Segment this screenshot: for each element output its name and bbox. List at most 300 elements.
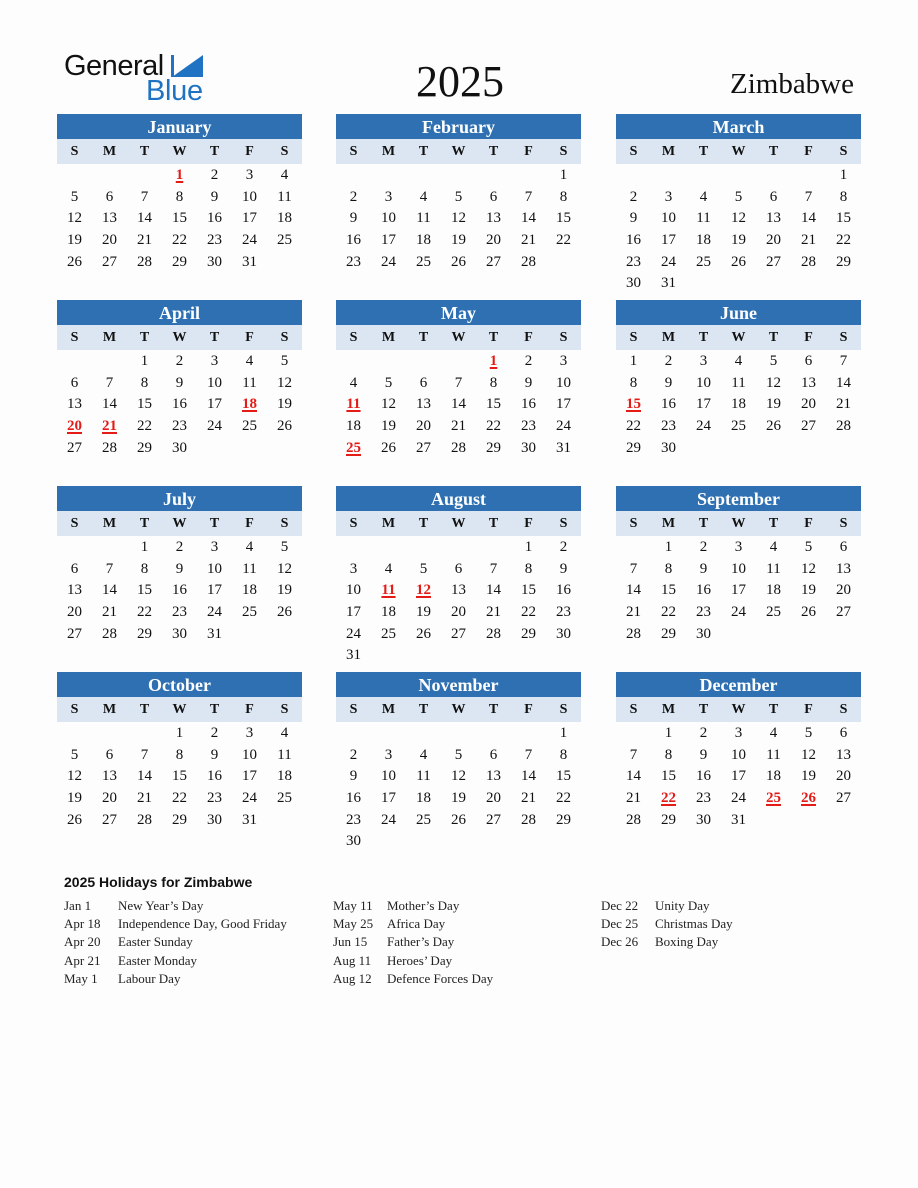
day-cell: 6 [105,746,114,763]
day-cell: 6 [489,188,498,205]
day-cell: 18 [766,582,781,599]
empty-cell [57,722,92,744]
day-cell: 20 [486,790,501,807]
weekday-label: S [839,330,848,345]
holiday-item [333,970,493,988]
weekday-label: W [451,516,466,531]
day-cell: 13 [416,396,431,413]
day-cell: 27 [102,253,117,270]
weekday-label: F [524,702,533,717]
day-cell: 1 [559,167,568,183]
day-cell: 23 [346,811,361,828]
day-cell: 5 [804,539,813,555]
day-cell: 5 [70,188,79,205]
empty-cell [92,722,127,744]
day-cell: 8 [839,188,848,205]
weekday-label: F [245,702,254,717]
day-cell: 28 [836,418,851,435]
day-cell: 19 [451,232,466,249]
weekday-label: T [768,330,779,345]
weekday-label: S [559,144,568,159]
day-cell: 23 [172,604,187,621]
day-cell: 24 [381,253,396,270]
country-title: Zimbabwe [729,68,854,100]
empty-cell [336,536,371,558]
holiday-day-cell: 12 [416,582,431,599]
day-cell: 9 [175,560,184,577]
day-cell: 30 [172,625,187,642]
day-cell: 7 [804,188,813,205]
weekday-label: T [209,144,220,159]
day-cell: 18 [696,232,711,249]
day-cell: 22 [556,232,571,249]
holiday-date: Dec 25 [601,916,639,932]
day-cell: 21 [486,604,501,621]
empty-cell [441,722,476,744]
day-cell: 29 [137,439,152,456]
day-cell: 23 [346,253,361,270]
day-cell: 15 [521,582,536,599]
day-cell: 21 [137,232,152,249]
day-cell: 31 [207,625,222,642]
holiday-item [64,897,287,915]
day-cell: 23 [626,253,641,270]
holiday-date: Apr 18 [64,916,101,932]
day-cell: 1 [524,539,533,555]
weekday-label: S [629,330,638,345]
day-cell: 20 [801,396,816,413]
day-cell: 25 [731,418,746,435]
holidays-column [601,897,733,952]
day-cell: 30 [346,833,361,850]
weekday-label: F [804,516,813,531]
day-cell: 2 [629,188,638,205]
day-cell: 5 [454,188,463,205]
day-cell: 13 [102,768,117,785]
day-cell: 27 [836,604,851,621]
day-cell: 11 [242,560,257,577]
weekday-label: T [768,144,779,159]
day-cell: 18 [277,768,292,785]
day-cell: 16 [521,396,536,413]
weekday-label: T [698,330,709,345]
day-cell: 23 [661,418,676,435]
day-cell: 14 [521,210,536,227]
day-cell: 14 [626,582,641,599]
day-cell: 22 [172,232,187,249]
day-cell: 2 [664,353,673,369]
day-cell: 14 [137,210,152,227]
day-grid [57,164,302,272]
day-cell: 15 [836,210,851,227]
day-cell: 10 [242,746,257,763]
day-cell: 5 [70,746,79,763]
day-cell: 24 [731,790,746,807]
day-cell: 4 [245,539,254,555]
day-cell: 19 [731,232,746,249]
day-cell: 10 [731,560,746,577]
day-cell: 30 [521,439,536,456]
day-cell: 8 [140,560,149,577]
day-cell: 4 [419,746,428,763]
holidays-column [64,897,287,988]
weekday-label: T [418,702,429,717]
weekday-label: S [280,330,289,345]
month-july [57,486,302,644]
day-cell: 22 [556,790,571,807]
day-cell: 31 [556,439,571,456]
day-cell: 10 [207,560,222,577]
day-cell: 3 [210,353,219,369]
holiday-date: May 1 [64,970,98,986]
weekday-label: M [661,702,676,717]
day-cell: 12 [381,396,396,413]
day-cell: 24 [731,604,746,621]
empty-cell [406,350,441,372]
day-cell: 1 [664,725,673,741]
day-cell: 18 [731,396,746,413]
day-cell: 17 [556,396,571,413]
weekday-label: M [381,144,396,159]
day-grid [336,536,581,666]
day-grid [616,536,861,644]
logo-text-blue: Blue [146,75,203,107]
weekday-label: T [139,144,150,159]
month-december [616,672,861,830]
empty-cell [616,536,651,558]
day-cell: 26 [801,604,816,621]
day-cell: 30 [661,439,676,456]
day-cell: 6 [70,560,79,577]
empty-cell [92,164,127,186]
weekday-label: S [559,330,568,345]
day-cell: 22 [661,604,676,621]
day-cell: 17 [731,582,746,599]
day-cell: 28 [521,811,536,828]
month-header: November [336,672,581,697]
day-cell: 28 [486,625,501,642]
holiday-day-cell: 1 [489,353,498,369]
weekday-label: S [559,702,568,717]
day-cell: 24 [696,418,711,435]
weekday-row [616,511,861,536]
day-cell: 22 [836,232,851,249]
month-march [616,114,861,294]
weekday-label: S [839,144,848,159]
day-cell: 13 [102,210,117,227]
weekday-label: T [209,330,220,345]
month-may [336,300,581,458]
month-header: March [616,114,861,139]
day-cell: 15 [137,396,152,413]
day-cell: 19 [766,396,781,413]
holiday-date: May 11 [333,898,373,913]
day-cell: 4 [769,725,778,741]
day-cell: 29 [661,625,676,642]
day-cell: 28 [521,253,536,270]
weekday-label: W [172,516,187,531]
weekday-label: T [209,702,220,717]
empty-cell [57,536,92,558]
weekday-row [616,697,861,722]
month-header: December [616,672,861,697]
weekday-row [616,325,861,350]
day-cell: 17 [346,604,361,621]
day-cell: 24 [346,625,361,642]
day-cell: 12 [766,374,781,391]
day-cell: 10 [381,768,396,785]
day-cell: 30 [626,275,641,292]
day-cell: 23 [556,604,571,621]
day-cell: 12 [801,560,816,577]
day-cell: 1 [140,539,149,555]
day-cell: 19 [801,582,816,599]
day-cell: 10 [696,374,711,391]
day-cell: 13 [486,768,501,785]
day-cell: 2 [210,725,219,741]
holiday-date: Aug 12 [333,970,372,986]
weekday-label: F [245,516,254,531]
day-cell: 29 [137,625,152,642]
day-cell: 17 [242,210,257,227]
holiday-day-cell: 18 [242,396,257,413]
weekday-label: M [381,702,396,717]
day-cell: 13 [766,210,781,227]
day-cell: 12 [801,746,816,763]
weekday-label: S [280,144,289,159]
day-cell: 4 [280,725,289,741]
day-cell: 24 [207,604,222,621]
weekday-label: S [349,702,358,717]
holiday-name: Easter Sunday [118,934,193,950]
day-cell: 16 [207,210,222,227]
day-cell: 19 [801,768,816,785]
weekday-label: S [629,702,638,717]
day-cell: 4 [734,353,743,369]
weekday-label: W [451,702,466,717]
empty-cell [616,722,651,744]
day-cell: 23 [207,790,222,807]
holiday-name: Easter Monday [118,952,198,968]
holiday-name: Mother’s Day [387,898,460,913]
empty-cell [476,536,511,558]
day-cell: 2 [699,725,708,741]
month-header: January [57,114,302,139]
day-cell: 17 [381,790,396,807]
day-cell: 18 [766,768,781,785]
day-cell: 19 [277,396,292,413]
day-cell: 1 [559,725,568,741]
day-cell: 29 [836,253,851,270]
month-june [616,300,861,458]
day-cell: 27 [486,253,501,270]
day-cell: 31 [731,811,746,828]
day-cell: 28 [102,625,117,642]
empty-cell [441,164,476,186]
day-cell: 18 [346,418,361,435]
day-cell: 16 [696,768,711,785]
holiday-date: Dec 26 [601,934,639,950]
day-cell: 11 [242,374,257,391]
weekday-label: F [804,330,813,345]
day-cell: 26 [381,439,396,456]
day-cell: 19 [451,790,466,807]
empty-cell [371,722,406,744]
holiday-item [601,933,733,951]
day-cell: 27 [486,811,501,828]
day-cell: 26 [67,253,82,270]
holiday-name: Unity Day [655,898,710,913]
weekday-label: S [349,330,358,345]
day-cell: 14 [102,582,117,599]
holiday-day-cell: 1 [175,167,184,183]
day-cell: 8 [664,560,673,577]
day-cell: 22 [521,604,536,621]
day-cell: 11 [696,210,711,227]
day-cell: 23 [172,418,187,435]
logo-text-general: General [64,50,164,82]
empty-cell [127,722,162,744]
holiday-name: Independence Day, Good Friday [118,916,287,932]
day-cell: 10 [381,210,396,227]
day-cell: 9 [524,374,533,391]
weekday-label: S [70,330,79,345]
day-cell: 12 [277,560,292,577]
day-cell: 17 [207,582,222,599]
weekday-label: S [629,516,638,531]
weekday-row [336,697,581,722]
day-cell: 13 [486,210,501,227]
day-cell: 21 [626,604,641,621]
day-cell: 4 [419,188,428,205]
day-grid [616,350,861,458]
day-cell: 9 [699,746,708,763]
day-cell: 11 [766,560,781,577]
day-cell: 11 [731,374,746,391]
day-cell: 24 [207,418,222,435]
empty-cell [336,164,371,186]
month-april [57,300,302,458]
holiday-date: Apr 21 [64,952,101,968]
empty-cell [406,536,441,558]
empty-cell [511,722,546,744]
weekday-label: S [280,516,289,531]
weekday-label: W [731,330,746,345]
weekday-label: S [559,516,568,531]
empty-cell [371,536,406,558]
day-cell: 27 [416,439,431,456]
day-cell: 26 [416,625,431,642]
day-cell: 2 [349,746,358,763]
day-cell: 25 [277,790,292,807]
day-cell: 8 [559,746,568,763]
weekday-label: T [488,330,499,345]
day-cell: 7 [629,746,638,763]
day-cell: 31 [661,275,676,292]
day-cell: 12 [731,210,746,227]
day-cell: 28 [801,253,816,270]
weekday-label: S [70,144,79,159]
day-cell: 8 [664,746,673,763]
weekday-label: S [349,516,358,531]
day-cell: 22 [486,418,501,435]
empty-cell [371,164,406,186]
day-cell: 18 [416,790,431,807]
day-cell: 18 [381,604,396,621]
holiday-item [601,897,733,915]
day-cell: 29 [556,811,571,828]
day-cell: 21 [521,232,536,249]
day-cell: 23 [696,604,711,621]
day-cell: 15 [556,768,571,785]
weekday-label: M [661,144,676,159]
empty-cell [92,536,127,558]
day-cell: 8 [524,560,533,577]
empty-cell [406,722,441,744]
day-cell: 4 [384,560,393,577]
day-cell: 27 [451,625,466,642]
day-cell: 3 [245,167,254,183]
day-cell: 16 [207,768,222,785]
day-cell: 31 [346,647,361,664]
weekday-label: M [381,516,396,531]
empty-cell [371,350,406,372]
day-cell: 22 [137,604,152,621]
holiday-item [333,915,493,933]
day-cell: 5 [734,188,743,205]
day-cell: 21 [102,604,117,621]
holiday-day-cell: 11 [381,582,396,599]
holiday-name: Father’s Day [387,934,455,950]
weekday-row [336,511,581,536]
weekday-label: F [804,144,813,159]
day-cell: 4 [349,374,358,391]
holiday-item [333,933,493,951]
day-cell: 8 [489,374,498,391]
day-cell: 11 [416,210,431,227]
day-cell: 25 [416,811,431,828]
day-cell: 2 [699,539,708,555]
day-cell: 15 [172,210,187,227]
day-cell: 4 [280,167,289,183]
day-cell: 28 [137,253,152,270]
day-cell: 23 [521,418,536,435]
day-cell: 18 [416,232,431,249]
day-cell: 6 [70,374,79,391]
day-cell: 7 [489,560,498,577]
empty-cell [406,164,441,186]
day-cell: 3 [245,725,254,741]
holiday-name: Defence Forces Day [387,970,494,986]
day-cell: 25 [242,418,257,435]
day-cell: 17 [661,232,676,249]
day-cell: 7 [105,374,114,391]
month-header: July [57,486,302,511]
day-cell: 6 [769,188,778,205]
day-cell: 3 [210,539,219,555]
day-cell: 20 [102,232,117,249]
day-cell: 6 [419,374,428,391]
day-cell: 5 [280,539,289,555]
day-cell: 13 [67,582,82,599]
weekday-label: F [245,330,254,345]
day-cell: 19 [416,604,431,621]
day-cell: 15 [661,768,676,785]
weekday-label: T [139,330,150,345]
day-cell: 14 [451,396,466,413]
day-cell: 14 [836,374,851,391]
holiday-day-cell: 25 [346,439,361,456]
